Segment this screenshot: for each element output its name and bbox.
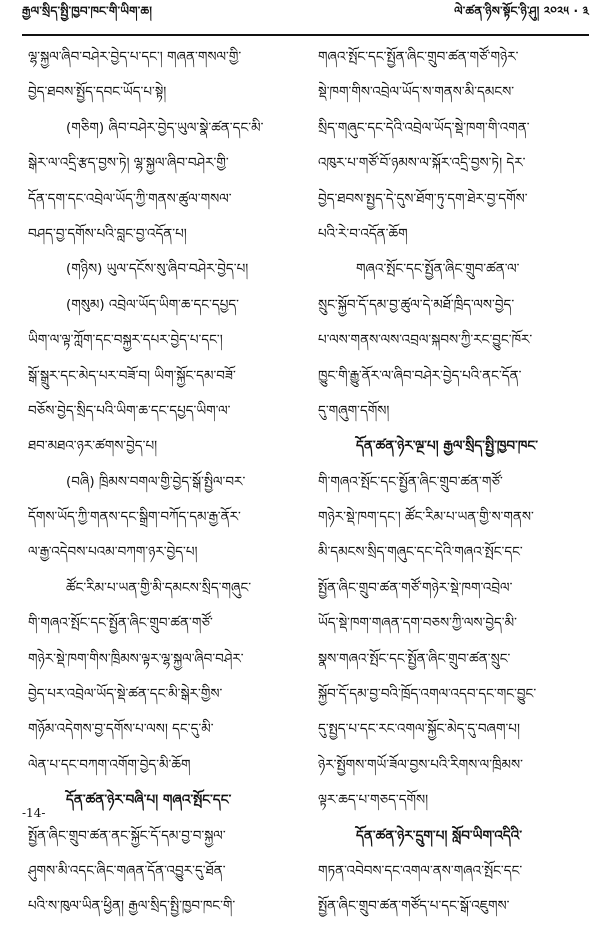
right-text-line: སྣས་གཞའ་སྤོང་དང་སྤྱོན་ཞིང་གྲུབ་ཚན་སྲུང་	[318, 650, 511, 667]
left-text-line: (གཅིག) ཞིབ་བཤེར་བྱེད་ཡུལ་སྣེ་ཚན་དང་མི་	[66, 119, 264, 136]
left-text-line: བྱེད་པར་འབྲེལ་ཡོད་སྡེ་ཚན་དང་མི་སྒེར་གྱིས་	[28, 686, 223, 703]
left-text-line: གི་གཞའ་སྤོང་དང་སྤྱོན་ཞིང་གྲུབ་ཚན་གཙོ་	[28, 615, 213, 632]
header-left-title: རྒྱལ་སྲིད་སྤྱི་ཁྱབ་ཁང་གི་ཡིག་ཆ།	[22, 4, 153, 18]
page-header	[22, 4, 589, 32]
left-text-line: བཅོས་བྱེད་སྲིད་པའི་ཡིག་ཆ་དང་དཔྱད་ཡིག་ལ་	[28, 402, 231, 419]
left-text-line: (བཞི) ཁྲིམས་བགལ་གྱི་བྱེད་སྒོ་སྤྱིལ་བར་	[66, 473, 246, 490]
left-text-line: གཉེར་སྡེ་ཁག་གིས་ཁྲིམས་ལྟར་ལྷ་སྐྱལ་ཞིབ་བཤེར་	[28, 650, 244, 667]
left-text-line: བཤད་བྱ་དགོས་པའི་བླང་བྱ་འདོན་པ།	[28, 225, 187, 242]
right-text-line: གཉེར་སྡེ་ཁག་དང་། ཚོང་རིམ་པ་ཡན་གྱི་ས་གནས་	[318, 509, 534, 526]
header-rule	[22, 34, 589, 36]
left-text-column	[28, 40, 298, 925]
right-text-line: འཁུར་པ་གཙོ་བོ་ཉམས་ལ་སྐོར་འདྲི་བྱས་ཏེ། དེར་	[318, 155, 526, 172]
right-text-line: ཉེར་སྤྱོགས་གཡོ་ཟོལ་བྱས་པའི་རིགས་ལ་ཁྲིམས་	[318, 756, 523, 773]
left-article-heading: དོན་ཚན་ཉེར་བཞི་པ། གཞའ་སྤོང་དང་	[66, 792, 232, 809]
right-text-line: ཁྱུང་གི་རྒྱུ་ནོར་ལ་ཞིབ་བཤེར་བྱེད་པའི་ནང་དོན་	[318, 367, 522, 384]
right-text-line: སྐྱོབ་དོ་དམ་བྱ་བའི་ཁྲོད་འགལ་འདབ་དང་གང་བྱུང་	[318, 686, 537, 703]
left-text-line: གཉོམ་འདེགས་བྱ་དགོས་པ་ལས། དང་དུ་མི་	[28, 721, 214, 738]
right-text-line: ལྟར་ཆད་པ་གཅད་དགོས།	[318, 792, 429, 809]
right-article-heading: དོན་ཚན་ཉེར་དྲུག་པ། སློབ་ཡིག་འདིའི་	[356, 827, 523, 844]
left-text-line: ལྷ་སྐྱལ་ཞིབ་བཤེར་བྱེད་པ་དང་། གཞན་གསལ་གྱི་	[28, 49, 242, 65]
right-article-heading: དོན་ཚན་ཉེར་ལྔ་པ། རྒྱལ་སྲིད་སྤྱི་ཁྱབ་ཁང་	[356, 438, 538, 455]
right-text-line: ཡོད་སྡེ་ཁག་གཞན་དག་བཅས་ཀྱི་ལས་བྱེད་མི་	[318, 615, 517, 632]
right-text-line: གཏན་འབེབས་དང་འགལ་ནས་གཞའ་སྤོང་དང་	[318, 862, 523, 879]
header-right-title: ལེ་ཚན་ཉིས་སྟོང་ཉི་ཤུ། ༢༠༢༥ · ༣	[454, 4, 589, 18]
left-text-line: དོན་དག་དང་འབྲེལ་ཡོད་ཀྱི་གནས་ཚུལ་གསལ་	[28, 190, 232, 207]
left-text-line: ཡིག་ལ་ལྟ་ཀློག་དང་བསྐྱར་དཔར་བྱེད་པ་དང་།	[28, 332, 223, 349]
right-text-line: གི་གཞའ་སྤོང་དང་སྤྱོན་ཞིང་གྲུབ་ཚན་གཙོ་	[318, 473, 503, 490]
right-text-line: གཞའ་སྤོང་དང་སྤྱོན་ཞིང་གྲུབ་ཚན་ལ་	[356, 261, 520, 278]
left-text-line: (གསུམ) འབྲེལ་ཡོད་ཡིག་ཆ་དང་དཔྱད་	[66, 296, 240, 313]
left-text-line: ཤུགས་མི་འདང་ཞིང་གཞན་དོན་འབྱུར་དུ་ཐོན་	[28, 862, 226, 879]
left-text-line: ལེན་པ་དང་བཀག་འགོག་བྱེད་མི་ཆོག	[28, 756, 191, 773]
right-text-line: མི་དམངས་སྲིད་གཞུང་དང་དེའི་གཞའ་སྤོང་དང་	[318, 544, 523, 561]
right-text-line: སྲུང་སྐྱོབ་དོ་དམ་བྱ་ཚུལ་དེ་མཐོ་ཁྲིད་ལས་བྱེད་	[318, 296, 515, 313]
right-text-line: སྡེ་ཁག་གིས་འབྲེལ་ཡོད་ས་གནས་མི་དམངས་	[318, 84, 515, 101]
page-number: -14-	[22, 806, 46, 820]
left-text-line: དོགས་ཡོད་ཀྱི་གནས་དང་སྒྲིག་བཀོད་དམ་རྒྱ་ནོར་	[28, 509, 241, 526]
right-text-line: སྤྱོན་ཞིང་གྲུབ་ཚན་གཙོ་གཉེར་སྡེ་ཁག་འབྲེལ་	[318, 579, 513, 596]
left-text-line: སྒོ་སྒྲུར་དང་མེད་པར་བཟོ་བ། ཡིག་སྐྱོང་དམ་བཟོ་	[28, 367, 236, 384]
left-text-line: ལ་རྒྱ་འདེབས་པའམ་བཀག་ཉར་བྱེད་པ།	[28, 544, 198, 561]
right-text-line: སྲིད་གཞུང་དང་དེའི་འབྲེལ་ཡོད་སྡེ་ཁག་གི་འགན་	[318, 119, 530, 136]
right-text-line: གཞའ་སྤོང་དང་སྤྱོན་ཞིང་གྲུབ་ཚན་གཙོ་གཉེར་	[318, 49, 519, 65]
left-text-line: ཚོང་རིམ་པ་ཡན་གྱི་མི་དམངས་སྲིད་གཞུང་	[66, 579, 252, 596]
right-text-line: སྤྱོན་ཞིང་གྲུབ་ཚན་གཙོད་པ་དང་སྒོ་འཇུགས་	[318, 898, 510, 915]
left-text-line: པའི་ས་ཁུལ་ཡིན་ཕྱིན། རྒྱལ་སྲིད་སྤྱི་ཁྱབ་ཁང་གི་	[28, 898, 236, 915]
right-text-line: བྱེད་ཐབས་སྤྱད་དེ་དུས་ཐོག་ཏུ་དག་ཐེར་བྱ་དགོས་	[318, 190, 528, 207]
right-text-line: དུ་གཞུག་དགོས།	[318, 402, 390, 419]
left-text-line: སྤྱོན་ཞིང་གྲུབ་ཚན་ནང་སྐྱོང་དོ་དམ་བྱ་བ་སྐྱལ་	[28, 827, 226, 844]
right-text-line: དུ་སྤྱད་པ་དང་རང་འགལ་སྐྱོང་མེད་དུ་བཞག་པ།	[318, 721, 520, 738]
right-text-line: པའི་རེ་བ་འདོན་ཆོག	[318, 225, 408, 242]
left-text-line: བྱེད་ཐབས་སྤྱོད་དབང་ཡོད་པ་སྟེ།	[28, 84, 167, 101]
left-text-line: (གཉིས) ཡུལ་དངོས་སུ་ཞིབ་བཤེར་བྱེད་པ།	[66, 261, 249, 278]
right-text-column	[318, 40, 588, 925]
right-text-line: པ་ལས་གནས་ལས་འབྲལ་སྐབས་ཀྱི་རང་བྱུང་ཁོར་	[318, 332, 533, 349]
left-text-line: ཐབ་མཐའ་ཉར་ཚགས་བྱེད་པ།	[28, 438, 158, 455]
left-text-line: སྒེར་ལ་འདྲི་རྩད་བྱས་ཏེ། ལྷ་སྐྱལ་ཞིབ་བཤེར་གྱི་	[28, 155, 229, 172]
